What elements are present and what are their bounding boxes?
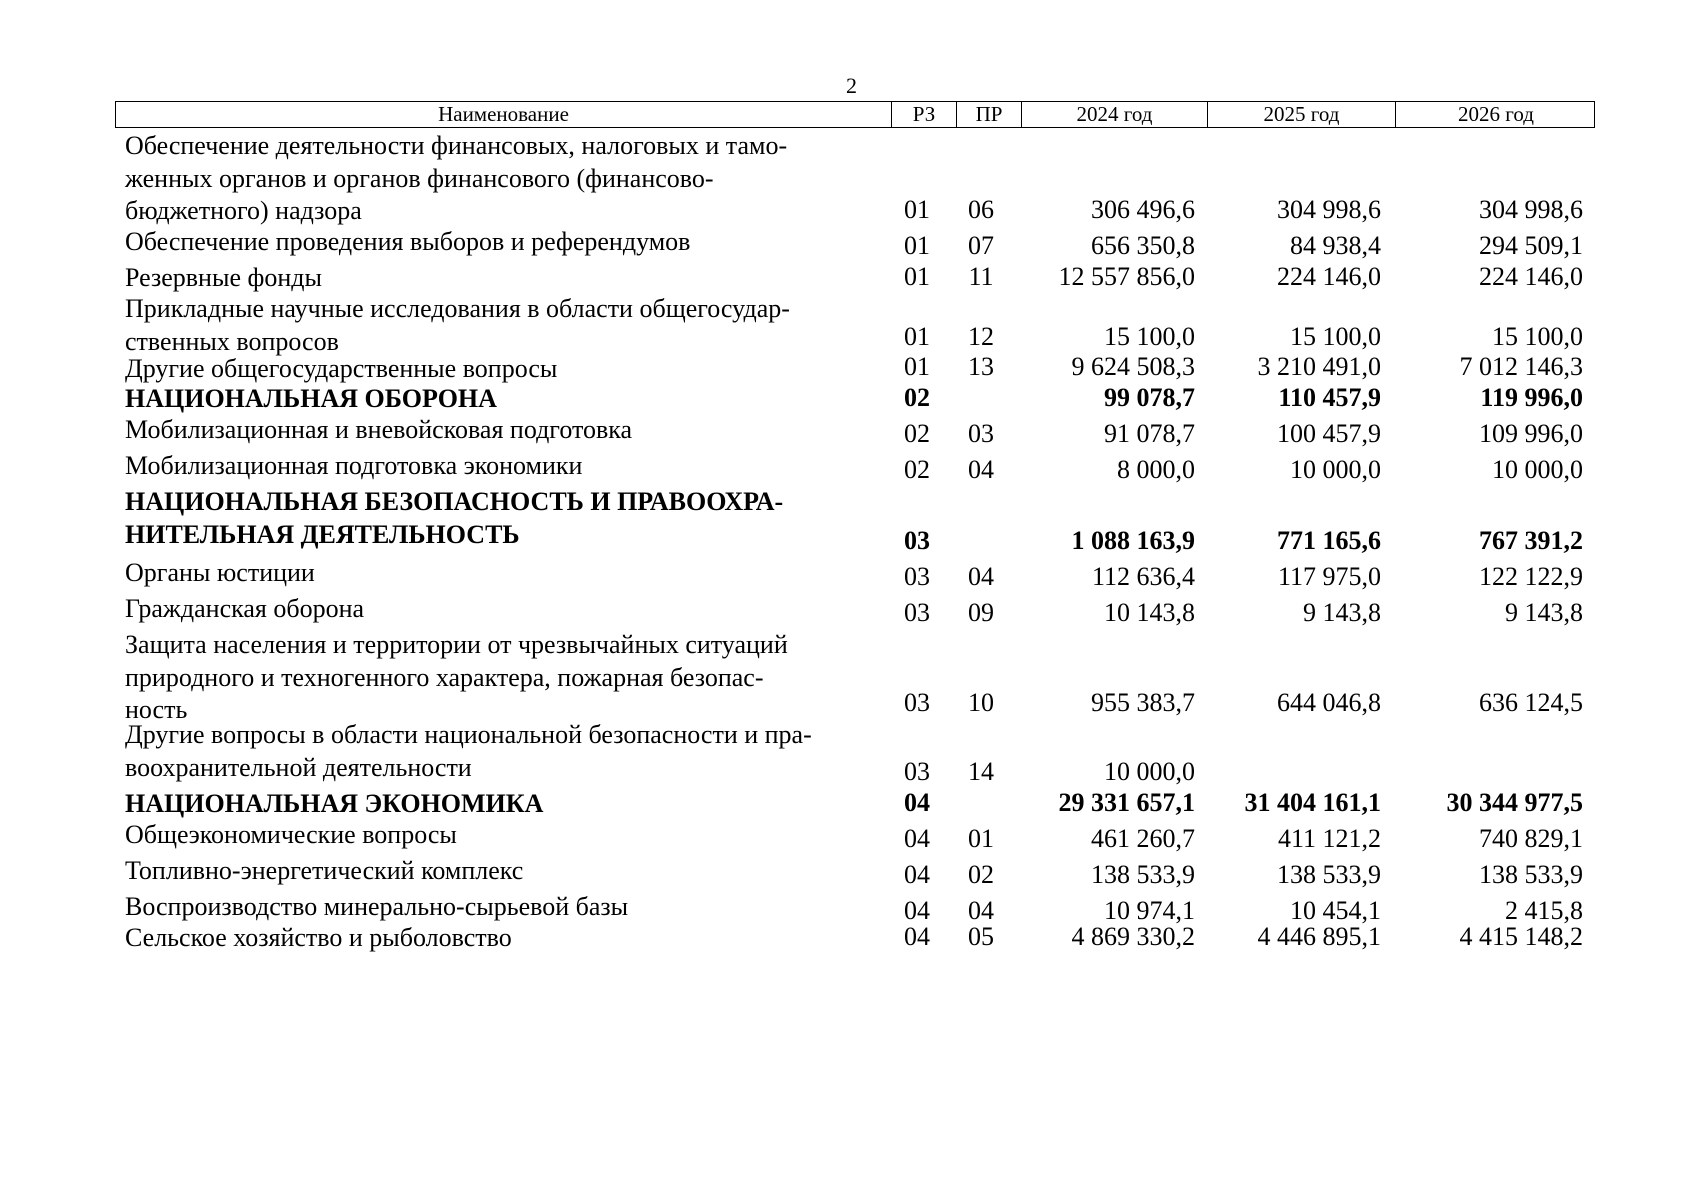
row-rz: 04	[904, 896, 930, 925]
table-row	[0, 414, 1697, 450]
column-header-2026: 2026 год	[1458, 102, 1534, 126]
row-rz: 03	[904, 598, 930, 627]
row-value-2026: 30 344 977,5	[1446, 788, 1583, 817]
row-pr: 05	[968, 922, 994, 951]
row-name	[125, 353, 865, 386]
table-row	[0, 719, 1697, 788]
row-name	[125, 262, 865, 295]
row-value-2024: 10 974,1	[1104, 896, 1195, 925]
row-name-line: Сельское хозяйство и рыболовство	[125, 923, 512, 952]
row-name	[125, 383, 865, 416]
section-row	[0, 788, 1697, 819]
table-row	[0, 353, 1697, 383]
table-row	[0, 593, 1697, 629]
row-name-line: ственных вопросов	[125, 326, 339, 356]
row-name	[125, 226, 865, 259]
row-value-2026: 636 124,5	[1479, 688, 1583, 717]
table-row	[0, 293, 1697, 356]
row-name	[125, 450, 865, 483]
table-row	[0, 819, 1697, 855]
row-name-line: Органы юстиции	[125, 558, 315, 587]
row-name-line: Обеспечение проведения выборов и референдумов	[125, 227, 691, 256]
row-value-2026: 7 012 146,3	[1459, 352, 1583, 381]
row-value-2025: 644 046,8	[1277, 688, 1381, 717]
row-pr: 03	[968, 419, 994, 448]
row-value-2025: 84 938,4	[1290, 231, 1381, 260]
row-value-2024: 10 143,8	[1104, 598, 1195, 627]
row-pr: 04	[968, 562, 994, 591]
row-name	[125, 819, 865, 852]
row-name-line: Защита населения и территории от чрезвычайных ситуаций	[125, 630, 788, 659]
row-value-2024: 306 496,6	[1091, 195, 1195, 224]
row-value-2025: 138 533,9	[1277, 860, 1381, 889]
row-rz: 03	[904, 688, 930, 717]
row-value-2026: 740 829,1	[1479, 824, 1583, 853]
row-value-2025: 3 210 491,0	[1257, 352, 1381, 381]
row-name-line: Другие вопросы в области национальной безопасности и пра-	[125, 720, 812, 749]
row-name	[125, 130, 865, 228]
row-pr: 02	[968, 860, 994, 889]
row-name	[125, 922, 865, 955]
row-rz: 04	[904, 922, 930, 951]
column-header-rz: РЗ	[892, 102, 957, 127]
row-name-line: Воспроизводство минерально-сырьевой базы	[125, 892, 629, 921]
row-pr: 12	[968, 322, 994, 351]
row-rz: 01	[904, 322, 930, 351]
row-rz: 02	[904, 383, 930, 412]
row-value-2026: 109 996,0	[1479, 419, 1583, 448]
row-value-2025: 15 100,0	[1290, 322, 1381, 351]
row-name-line: НАЦИОНАЛЬНАЯ ОБОРОНА	[125, 384, 497, 413]
row-pr: 13	[968, 352, 994, 381]
row-value-2026: 224 146,0	[1479, 262, 1583, 291]
row-value-2026: 4 415 148,2	[1459, 922, 1583, 951]
table-row	[0, 262, 1697, 293]
table-row	[0, 855, 1697, 891]
row-value-2024: 99 078,7	[1104, 383, 1195, 412]
row-name	[125, 855, 865, 888]
row-value-2024: 656 350,8	[1091, 231, 1195, 260]
table-row	[0, 130, 1697, 226]
row-rz: 01	[904, 231, 930, 260]
row-rz: 03	[904, 757, 930, 786]
row-name-line: Прикладные научные исследования в области общегосудар-	[125, 294, 790, 323]
row-value-2024: 4 869 330,2	[1071, 922, 1195, 951]
row-value-2024: 955 383,7	[1091, 688, 1195, 717]
row-value-2024: 9 624 508,3	[1071, 352, 1195, 381]
row-name	[125, 593, 865, 626]
row-value-2024: 91 078,7	[1104, 419, 1195, 448]
row-value-2024: 138 533,9	[1091, 860, 1195, 889]
row-name-line: Мобилизационная подготовка экономики	[125, 451, 583, 480]
row-value-2025: 31 404 161,1	[1244, 788, 1381, 817]
row-name	[125, 414, 865, 447]
row-pr: 06	[968, 195, 994, 224]
row-pr: 04	[968, 455, 994, 484]
row-rz: 01	[904, 195, 930, 224]
row-name-line: воохранительной деятельности	[125, 752, 472, 782]
row-value-2025: 224 146,0	[1277, 262, 1381, 291]
row-name-line: Обеспечение деятельности финансовых, налоговых и тамо-	[125, 131, 788, 160]
row-value-2024: 10 000,0	[1104, 757, 1195, 786]
row-value-2026: 294 509,1	[1479, 231, 1583, 260]
row-rz: 03	[904, 562, 930, 591]
row-pr: 11	[968, 262, 994, 291]
row-rz: 02	[904, 419, 930, 448]
row-value-2026: 122 122,9	[1479, 562, 1583, 591]
row-rz: 01	[904, 262, 930, 291]
row-name-line: НАЦИОНАЛЬНАЯ ЭКОНОМИКА	[125, 789, 544, 818]
row-pr: 07	[968, 231, 994, 260]
table-header	[115, 101, 1595, 128]
row-name-line: Другие общегосударственные вопросы	[125, 354, 558, 383]
table-row	[0, 226, 1697, 262]
row-value-2025: 411 121,2	[1277, 824, 1381, 853]
row-value-2024: 1 088 163,9	[1071, 526, 1195, 555]
row-name	[125, 891, 865, 924]
row-name-line: Топливно-энергетический комплекс	[125, 856, 524, 885]
row-name-line: Резервные фонды	[125, 263, 322, 292]
column-header-name: Наименование	[116, 102, 892, 127]
row-name-line: НАЦИОНАЛЬНАЯ БЕЗОПАСНОСТЬ И ПРАВООХРА-	[125, 487, 784, 516]
row-value-2025: 10 000,0	[1290, 455, 1381, 484]
row-value-2025: 117 975,0	[1277, 562, 1381, 591]
column-header-2024: 2024 год	[1022, 102, 1208, 127]
row-value-2025: 4 446 895,1	[1257, 922, 1381, 951]
row-value-2024: 461 260,7	[1091, 824, 1195, 853]
table-row	[0, 557, 1697, 593]
row-rz: 03	[904, 526, 930, 555]
row-pr: 04	[968, 896, 994, 925]
row-name	[125, 788, 865, 821]
row-pr: 01	[968, 824, 994, 853]
row-value-2024: 8 000,0	[1117, 455, 1195, 484]
row-value-2025: 9 143,8	[1303, 598, 1381, 627]
table-row	[0, 922, 1697, 953]
row-value-2026: 119 996,0	[1480, 383, 1583, 412]
row-value-2025: 110 457,9	[1278, 383, 1381, 412]
page-number: 2	[846, 73, 857, 98]
row-name	[125, 557, 865, 590]
row-value-2025: 771 165,6	[1277, 526, 1381, 555]
row-name	[125, 293, 865, 358]
section-row	[0, 486, 1697, 557]
row-rz: 02	[904, 455, 930, 484]
row-rz: 01	[904, 352, 930, 381]
row-rz: 04	[904, 824, 930, 853]
row-pr: 14	[968, 757, 994, 786]
row-value-2024: 12 557 856,0	[1058, 262, 1195, 291]
row-value-2025: 10 454,1	[1290, 896, 1381, 925]
column-header-2025: 2025 год	[1208, 102, 1396, 127]
row-name-line: НИТЕЛЬНАЯ ДЕЯТЕЛЬНОСТЬ	[125, 519, 520, 549]
row-value-2025: 100 457,9	[1277, 419, 1381, 448]
row-name-line: женных органов и органов финансового (финансово-	[125, 163, 714, 193]
row-name-line: Гражданская оборона	[125, 594, 365, 623]
row-value-2024: 112 636,4	[1091, 562, 1195, 591]
row-name-line: ность	[125, 695, 188, 724]
row-value-2026: 304 998,6	[1479, 195, 1583, 224]
row-value-2024: 29 331 657,1	[1058, 788, 1195, 817]
row-value-2025: 304 998,6	[1277, 195, 1381, 224]
column-header-pr: ПР	[957, 102, 1022, 127]
table-row	[0, 629, 1697, 724]
row-name-line: Общеэкономические вопросы	[125, 820, 457, 849]
row-rz: 04	[904, 788, 930, 817]
row-name-line: Мобилизационная и вневойсковая подготовка	[125, 415, 633, 444]
row-value-2026: 10 000,0	[1492, 455, 1583, 484]
row-pr: 09	[968, 598, 994, 627]
row-name	[125, 719, 865, 784]
row-name	[125, 629, 865, 727]
row-rz: 04	[904, 860, 930, 889]
row-value-2026: 15 100,0	[1492, 322, 1583, 351]
row-name	[125, 486, 865, 551]
row-pr: 10	[968, 688, 994, 717]
row-value-2026: 9 143,8	[1505, 598, 1583, 627]
row-value-2026: 138 533,9	[1479, 860, 1583, 889]
row-name-line: природного и техногенного характера, пожарная безопас-	[125, 662, 764, 692]
row-value-2026: 2 415,8	[1505, 896, 1583, 925]
table-row	[0, 450, 1697, 486]
row-name-line: бюджетного) надзора	[125, 196, 362, 225]
row-value-2026: 767 391,2	[1479, 526, 1583, 555]
section-row	[0, 383, 1697, 414]
row-value-2024: 15 100,0	[1104, 322, 1195, 351]
